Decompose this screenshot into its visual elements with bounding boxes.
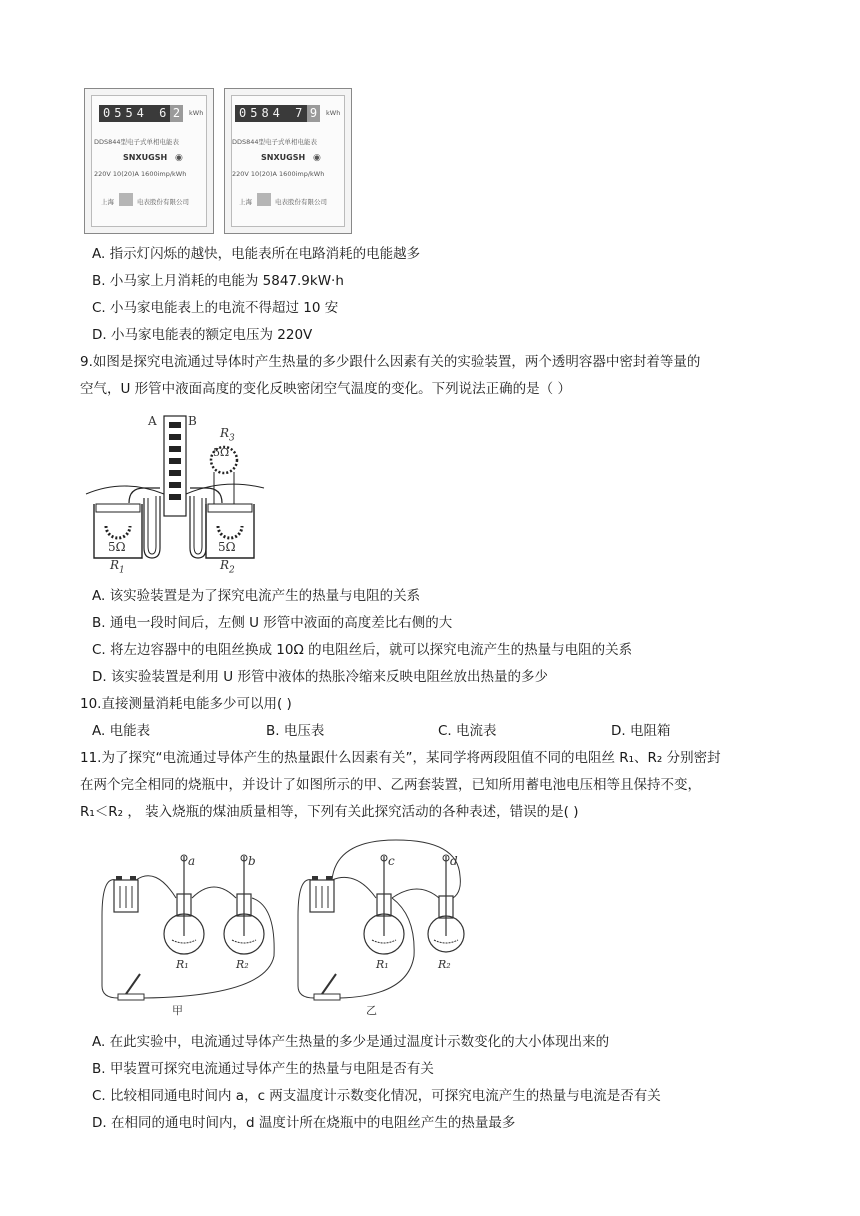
q11-option-a: A. 在此实验中，电流通过导体产生热量的多少是通过温度计示数变化的大小体现出来的: [92, 1034, 610, 1050]
meter-left-type: DDS844型电子式单相电能表: [94, 138, 180, 146]
meter-right-maker-suffix: 电表股份有限公司: [275, 198, 327, 206]
meter-right: [224, 88, 352, 234]
q9-stem-line2: 空气，U 形管中液面高度的变化反映密闭空气温度的变化。下列说法正确的是（ ）: [80, 381, 571, 397]
q11-label-yi-r1: R₁: [376, 958, 389, 971]
q10-option-c: C. 电流表: [438, 723, 497, 739]
meters-figure: [84, 88, 352, 234]
q9-label-r1: [110, 558, 125, 575]
meter-left-digits: 0554 6: [99, 105, 174, 122]
meter-left-last-digit: 2: [170, 105, 183, 122]
meter-left-unit: kWh: [189, 109, 204, 117]
meter-right-unit: kWh: [326, 109, 341, 117]
q9-label-r3-letter: R: [220, 426, 230, 440]
q9-apparatus-figure: [84, 408, 266, 578]
q11-option-c: C. 比较相同通电时间内 a，c 两支温度计示数变化情况，可探究电流产生的热量与电流是否有关: [92, 1088, 661, 1104]
meter-left-specs: 220V 10(20)A 1600imp/kWh: [94, 170, 187, 178]
q8-option-a: A. 指示灯闪烁的越快，电能表所在电路消耗的电能越多: [92, 246, 421, 262]
q11-label-b: b: [248, 854, 256, 868]
meter-right-led-icon: ◉: [313, 153, 321, 163]
meter-right-digits: 0584 7: [235, 105, 310, 122]
q9-label-r1-sub: 1: [119, 565, 125, 576]
meter-left-model: SNXUGSH: [123, 153, 168, 162]
q11-label-yi-r2: R₂: [438, 958, 451, 971]
meter-left-maker-suffix: 电表股份有限公司: [137, 198, 189, 206]
q8-option-b: B. 小马家上月消耗的电能为 5847.9kW·h: [92, 273, 344, 289]
q9-label-r2-letter: R: [220, 558, 230, 572]
q11-stem-line3: R₁＜R₂ ， 装入烧瓶的煤油质量相等，下列有关此探究活动的各种表述，错误的是( ): [80, 804, 579, 820]
meter-left-led-icon: ◉: [175, 153, 183, 163]
q11-label-jia: 甲: [172, 1004, 183, 1017]
q10-option-b: B. 电压表: [266, 723, 325, 739]
q9-option-c: C. 将左边容器中的电阻丝换成 10Ω 的电阻丝后，就可以探究电流产生的热量与电阻的关系: [92, 642, 633, 658]
q9-option-b: B. 通电一段时间后，左侧 U 形管中液面的高度差比右侧的大: [92, 615, 453, 631]
q11-apparatus-drawing: [96, 836, 476, 1024]
q9-label-r2-sub: 2: [229, 565, 235, 576]
q8-option-d: D. 小马家电能表的额定电压为 220V: [92, 327, 313, 343]
q9-label-r3: [220, 426, 235, 443]
q9-label-r3-value: 5Ω: [213, 446, 230, 459]
meter-right-last-digit: 9: [307, 105, 320, 122]
meter-left: [84, 88, 214, 234]
q11-label-jia-r2: R₂: [236, 958, 249, 971]
meter-left-redaction: [119, 193, 133, 206]
q11-apparatus-figure: [96, 836, 476, 1024]
q11-label-yi: 乙: [366, 1004, 377, 1017]
q9-label-b: B: [188, 414, 197, 428]
q11-option-b: B. 甲装置可探究电流通过导体产生的热量与电阻是否有关: [92, 1061, 434, 1077]
meter-right-type: DDS844型电子式单相电能表: [232, 138, 318, 146]
q11-label-d: d: [450, 854, 458, 868]
q11-label-a: a: [188, 854, 196, 868]
q11-label-jia-r1: R₁: [176, 958, 189, 971]
q9-stem-line1: 9.如图是探究电流通过导体时产生热量的多少跟什么因素有关的实验装置，两个透明容器中密封着等量的: [80, 354, 701, 370]
q9-label-left-value: 5Ω: [108, 540, 126, 554]
q11-option-d: D. 在相同的通电时间内，d 温度计所在烧瓶中的电阻丝产生的热量最多: [92, 1115, 516, 1131]
meter-left-maker-prefix: 上海: [101, 198, 114, 206]
meter-right-model: SNXUGSH: [261, 153, 306, 162]
q10-option-a: A. 电能表: [92, 723, 151, 739]
q11-stem-line2: 在两个完全相同的烧瓶中，并设计了如图所示的甲、乙两套装置，已知所用蓄电池电压相等且保持不变，: [80, 777, 701, 793]
q11-label-c: c: [388, 854, 395, 868]
q9-label-right-value: 5Ω: [218, 540, 236, 554]
q10-stem: 10.直接测量消耗电能多少可以用( ): [80, 696, 292, 712]
q9-label-r3-sub: 3: [229, 433, 235, 444]
meter-right-specs: 220V 10(20)A 1600imp/kWh: [232, 170, 325, 178]
q9-option-a: A. 该实验装置是为了探究电流产生的热量与电阻的关系: [92, 588, 421, 604]
meter-right-redaction: [257, 193, 271, 206]
q8-option-c: C. 小马家电能表上的电流不得超过 10 安: [92, 300, 339, 316]
q9-option-d: D. 该实验装置是利用 U 形管中液体的热胀冷缩来反映电阻丝放出热量的多少: [92, 669, 548, 685]
q11-stem-line1: 11.为了探究“电流通过导体产生的热量跟什么因素有关”，某同学将两段阻值不同的电阻丝 R₁、R₂ 分别密封: [80, 750, 721, 766]
q9-label-a: A: [148, 414, 157, 428]
q9-label-r2: [220, 558, 235, 575]
q10-option-d: D. 电阻箱: [611, 723, 671, 739]
meter-right-maker-prefix: 上海: [239, 198, 252, 206]
q9-label-r1-letter: R: [110, 558, 120, 572]
